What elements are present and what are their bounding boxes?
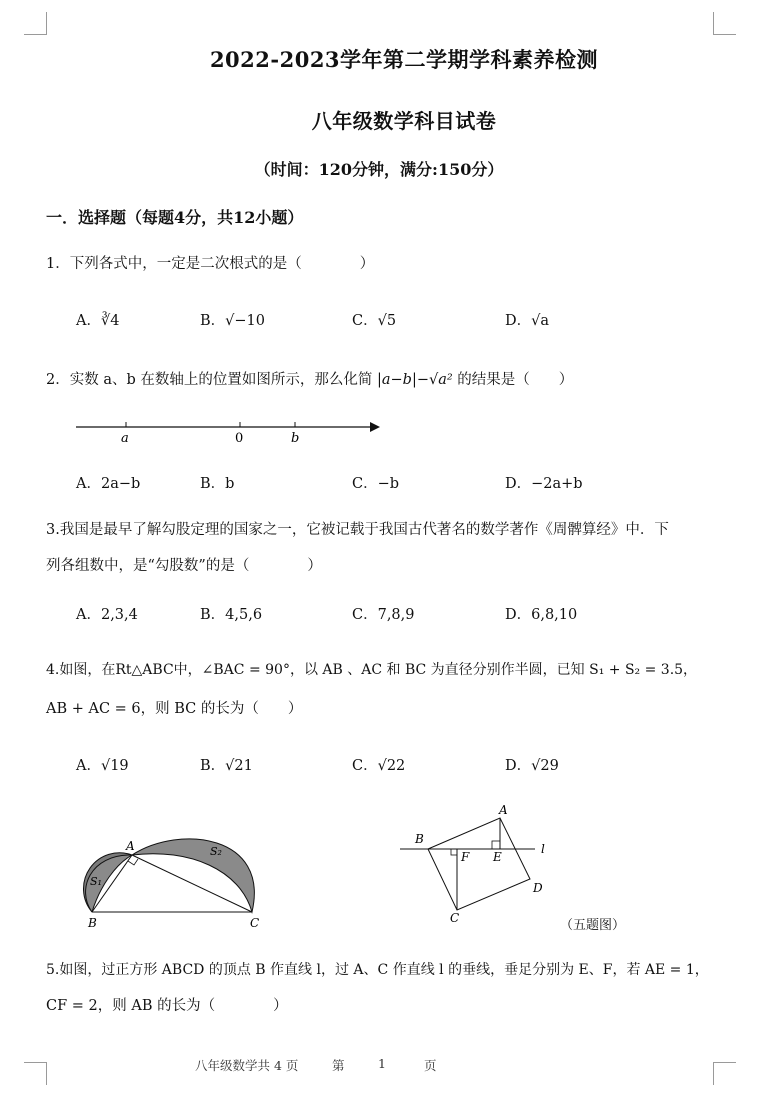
question-2-option-d: D．−2a+b bbox=[505, 476, 583, 492]
right-angle-mark-e bbox=[492, 841, 500, 849]
question-1-option-c: C．√5 bbox=[352, 313, 397, 329]
question-4-option-c: C．√22 bbox=[352, 758, 406, 774]
question-2-option-b: B．b bbox=[200, 476, 235, 492]
question-3-stem-line1: 3.我国是最早了解勾股定理的国家之一，它被记载于我国古代著名的数学著作《周髀算经》中．下 bbox=[46, 522, 669, 538]
square-abcd bbox=[428, 818, 530, 910]
question-3-option-d: D．6,8,10 bbox=[505, 607, 578, 623]
question-5-figure-caption: （五题图） bbox=[560, 918, 626, 933]
label-f: F bbox=[461, 850, 470, 864]
question-2-option-c: C．−b bbox=[352, 476, 400, 492]
question-4-option-b: B．√21 bbox=[200, 758, 253, 774]
question-2-stem-pre: 2．实数 a、b 在数轴上的位置如图所示，那么化简 bbox=[46, 372, 373, 388]
question-2-stem-expression: |a−b|−√a² bbox=[376, 372, 453, 388]
label-l: l bbox=[541, 842, 545, 856]
footer-page-suffix: 页 bbox=[424, 1058, 437, 1073]
question-1-option-b: B．√−10 bbox=[200, 313, 265, 329]
label-b: B bbox=[415, 832, 424, 846]
question-2-option-a: A．2a−b bbox=[76, 476, 141, 492]
exam-meta: （时间：120分钟，满分:150分） bbox=[254, 160, 504, 179]
label-s2: S₂ bbox=[210, 845, 222, 858]
label-a: A bbox=[126, 839, 135, 853]
question-1-option-d: D．√a bbox=[505, 313, 550, 329]
corner-mark-top-right bbox=[713, 12, 736, 35]
label-b: B bbox=[88, 916, 97, 930]
footer-total-pages: 八年级数学共 4 页 bbox=[195, 1058, 299, 1073]
label-a: A bbox=[499, 803, 508, 817]
question-4-figure bbox=[70, 830, 275, 935]
number-line-figure bbox=[70, 415, 390, 447]
number-line-label-0: 0 bbox=[235, 431, 244, 446]
label-s1: S₁ bbox=[90, 875, 102, 888]
question-1-stem: 1．下列各式中，一定是二次根式的是（ ） bbox=[46, 256, 375, 272]
question-5-stem-line2: CF = 2，则 AB 的长为（ ） bbox=[46, 998, 288, 1014]
footer-page-number: 1 bbox=[378, 1056, 386, 1071]
question-2-stem bbox=[46, 368, 573, 389]
right-angle-mark-f bbox=[451, 849, 457, 855]
label-e: E bbox=[493, 850, 502, 864]
corner-mark-bottom-right bbox=[713, 1062, 736, 1085]
question-3-option-c: C．7,8,9 bbox=[352, 607, 415, 623]
question-5-stem-line1: 5.如图，过正方形 ABCD 的顶点 B 作直线 l，过 A、C 作直线 l 的垂线，垂足分别为 E、F，若 AE = 1， bbox=[46, 962, 709, 978]
right-angle-mark-a bbox=[128, 859, 138, 865]
question-3-stem-line2: 列各组数中，是“勾股数”的是（ ） bbox=[46, 558, 322, 574]
number-line-arrow bbox=[370, 422, 380, 432]
question-4-option-a: A．√19 bbox=[76, 758, 129, 774]
label-c: C bbox=[450, 911, 460, 925]
exam-subtitle: 八年级数学科目试卷 bbox=[311, 109, 497, 133]
question-2-stem-post: 的结果是（ ） bbox=[457, 372, 574, 388]
footer-page-prefix: 第 bbox=[332, 1058, 345, 1073]
question-4-stem-line1: 4.如图，在Rt△ABC中，∠BAC = 90°，以 AB 、AC 和 BC 为直径分别作半圆，已知 S₁ + S₂ = 3.5， bbox=[46, 662, 698, 678]
question-4-option-d: D．√29 bbox=[505, 758, 559, 774]
corner-mark-top-left bbox=[24, 12, 47, 35]
number-line-label-a: a bbox=[121, 431, 129, 446]
question-5-figure bbox=[395, 800, 565, 928]
exam-title: 2022-2023学年第二学期学科素养检测 bbox=[209, 47, 599, 72]
label-c: C bbox=[250, 916, 260, 930]
section-heading: 一．选择题（每题4分，共12小题） bbox=[46, 208, 304, 227]
question-1-option-a: A．∛4 bbox=[76, 313, 120, 329]
corner-mark-bottom-left bbox=[24, 1062, 47, 1085]
question-4-stem-line2: AB + AC = 6，则 BC 的长为（ ） bbox=[46, 701, 303, 717]
number-line-label-b: b bbox=[291, 431, 300, 446]
question-3-option-b: B．4,5,6 bbox=[200, 607, 263, 623]
question-3-option-a: A．2,3,4 bbox=[76, 607, 138, 623]
lune-s2 bbox=[132, 839, 254, 912]
label-d: D bbox=[533, 881, 543, 895]
